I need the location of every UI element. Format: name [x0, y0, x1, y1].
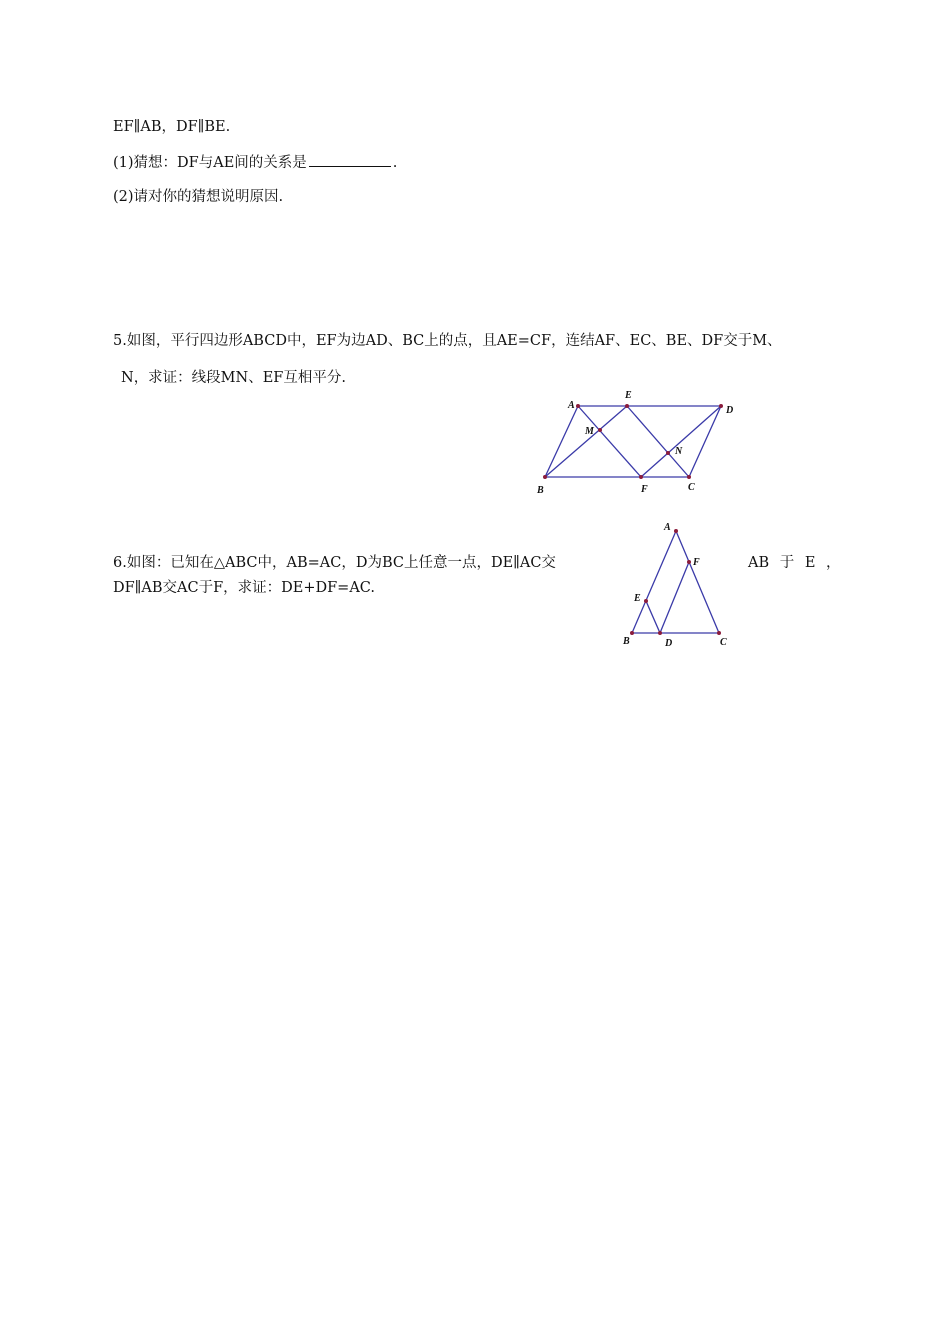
q6-triangle-figure [615, 517, 735, 652]
q4-part1-suffix: . [392, 155, 398, 171]
label-B: B [537, 485, 544, 496]
q4-given-line: EF∥AB，DF∥BE. [113, 119, 231, 135]
segment-AF [578, 406, 641, 477]
q5-parallelogram-figure [530, 385, 750, 497]
point-D [719, 404, 723, 408]
label-N: N [675, 446, 683, 457]
point-E [625, 404, 629, 408]
point-D [658, 631, 662, 635]
point-F [639, 475, 643, 479]
point-C [687, 475, 691, 479]
label-D: D [726, 405, 734, 416]
segment-DF [660, 562, 689, 633]
q5-line2: N，求证：线段MN、EF互相平分. [121, 370, 346, 386]
q5-line1: 5.如图，平行四边形ABCD中，EF为边AD、BC上的点，且AE=CF，连结AF、EC、BE、DF交于M、 [113, 333, 782, 349]
q6-line1-right: AB 于 E ， [748, 555, 841, 571]
point-A [674, 529, 678, 533]
label-A: A [664, 522, 671, 533]
q4-answer-blank[interactable] [309, 152, 391, 167]
label-A: A [568, 400, 575, 411]
point-C [717, 631, 721, 635]
segment-BE [545, 406, 627, 477]
label-E: E [634, 593, 641, 604]
label-E: E [625, 390, 632, 401]
label-D: D [665, 638, 673, 649]
label-C: C [688, 482, 695, 493]
label-B: B [623, 636, 630, 647]
point-N [666, 451, 670, 455]
q6-line1-left: 6.如图：已知在△ABC中，AB=AC，D为BC上任意一点，DE∥AC交 [113, 555, 556, 571]
label-F: F [641, 484, 648, 495]
label-C: C [720, 637, 727, 648]
point-M [598, 428, 602, 432]
point-E [644, 599, 648, 603]
point-B [630, 631, 634, 635]
point-F [687, 560, 691, 564]
segment-AC [676, 531, 719, 633]
label-M: M [585, 426, 594, 437]
label-F: F [693, 557, 700, 568]
q6-line2: DF∥AB交AC于F，求证：DE+DF=AC. [113, 580, 375, 596]
segment-DC [689, 406, 721, 477]
segment-AB [545, 406, 578, 477]
point-B [543, 475, 547, 479]
segment-DE [646, 601, 660, 633]
segment-EC [627, 406, 689, 477]
q4-part2: (2)请对你的猜想说明原因. [113, 189, 284, 205]
q4-part1-prefix: (1)猜想：DF与AE间的关系是 [113, 155, 307, 171]
point-A [576, 404, 580, 408]
segment-DF [641, 406, 721, 477]
q4-part1 [113, 152, 397, 173]
